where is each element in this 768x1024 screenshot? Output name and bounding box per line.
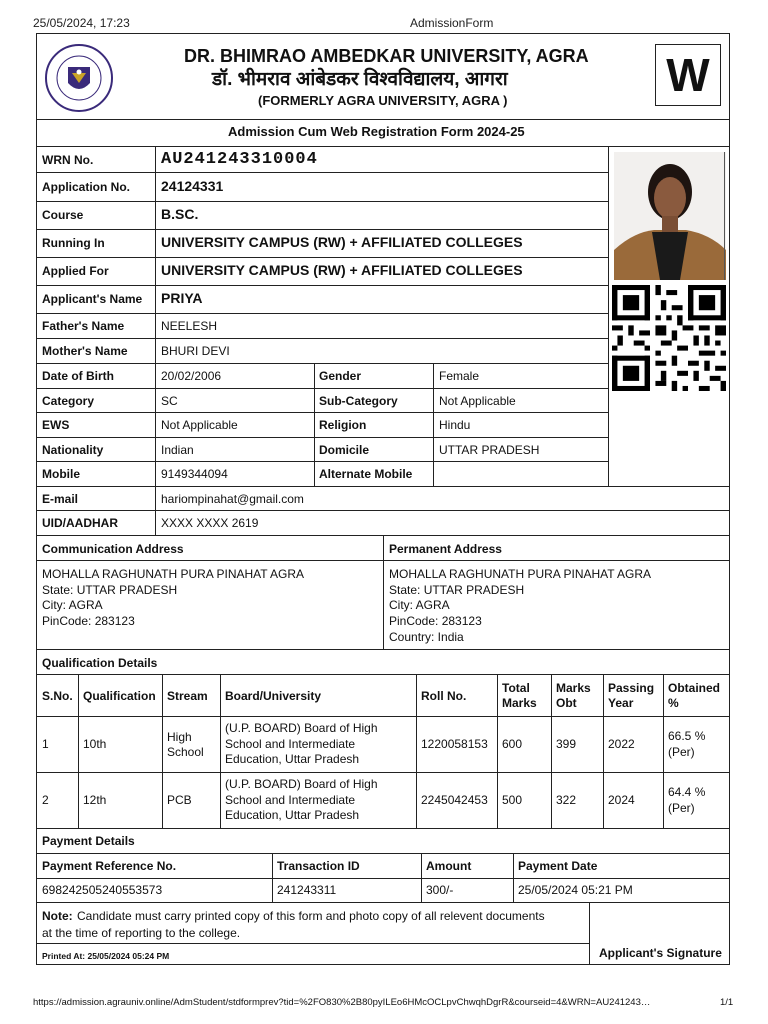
qr-code-icon — [612, 285, 726, 391]
payment-ref-label: Payment Reference No. — [42, 859, 177, 873]
applicant-photo — [614, 152, 726, 280]
perm-address-country: Country: India — [389, 630, 464, 644]
qual-header-roll: Roll No. — [421, 689, 467, 703]
email-value: hariompinahat@gmail.com — [161, 492, 304, 506]
qual-header-year-1: Passing — [608, 681, 655, 695]
payment-section-title: Payment Details — [42, 834, 135, 848]
qual-header-pct-1: Obtained — [668, 681, 721, 695]
wrn-value: AU241243310004 — [161, 150, 318, 169]
applicant-name-label: Applicant's Name — [42, 292, 143, 306]
ews-value: Not Applicable — [161, 418, 238, 432]
payment-date-label: Payment Date — [518, 859, 598, 873]
domicile-value: UTTAR PRADESH — [439, 443, 540, 457]
category-badge: W — [655, 44, 721, 106]
qual-row-2-board-2: School and Intermediate — [225, 793, 356, 807]
applicant-signature-label: Applicant's Signature — [599, 946, 722, 960]
comm-address-line: MOHALLA RAGHUNATH PURA PINAHAT AGRA — [42, 567, 305, 581]
transaction-id-value: 241243311 — [277, 883, 337, 897]
qual-header-obt-2: Obt — [556, 696, 577, 710]
qual-row-1-stream-2: School — [167, 745, 204, 759]
qual-header-total-2: Marks — [502, 696, 537, 710]
subcategory-value: Not Applicable — [439, 394, 516, 408]
perm-address-city: City: AGRA — [389, 598, 450, 612]
mother-name-label: Mother's Name — [42, 344, 128, 358]
qual-row-2-board-1: (U.P. BOARD) Board of High — [225, 777, 378, 791]
qual-row-2-total: 500 — [502, 793, 523, 807]
ews-label: EWS — [42, 418, 70, 432]
note-label: Note: — [42, 909, 73, 923]
print-footer-url: https://admission.agrauniv.online/AdmStudent/stdformprev?tid=%2FO830%2B80pyILEo6HMcOCLpvChwqhDgrR&courseid=4&WRN=AU241243… — [33, 997, 651, 1008]
qual-row-2-board-3: Education, Uttar Pradesh — [225, 808, 360, 822]
print-datetime: 25/05/2024, 17:23 — [33, 16, 130, 30]
qual-row-1-board-3: Education, Uttar Pradesh — [225, 752, 360, 766]
print-page-title: AdmissionForm — [410, 16, 494, 30]
qual-row-1-year: 2022 — [608, 737, 635, 751]
mother-name-value: BHURI DEVI — [161, 344, 230, 358]
qual-row-2-qualification: 12th — [83, 793, 107, 807]
mobile-value: 9149344094 — [161, 467, 228, 481]
amount-value: 300/- — [426, 883, 454, 897]
qual-row-2-pct-1: 64.4 % — [668, 785, 706, 799]
perm-address-line: MOHALLA RAGHUNATH PURA PINAHAT AGRA — [389, 567, 652, 581]
qual-row-1-pct-1: 66.5 % — [668, 729, 706, 743]
qual-header-obt-1: Marks — [556, 681, 591, 695]
qual-row-1-total: 600 — [502, 737, 523, 751]
qual-row-2-stream-1: PCB — [167, 793, 192, 807]
father-name-label: Father's Name — [42, 319, 125, 333]
qual-row-1-board-2: School and Intermediate — [225, 737, 356, 751]
course-value: B.SC. — [161, 206, 199, 222]
perm-address-pin: PinCode: 283123 — [389, 614, 482, 628]
alt-mobile-label: Alternate Mobile — [319, 467, 413, 481]
applied-for-label: Applied For — [42, 264, 109, 278]
application-no-label: Application No. — [42, 180, 130, 194]
qual-row-1-sno: 1 — [42, 737, 49, 751]
mobile-label: Mobile — [42, 467, 80, 481]
qual-header-stream: Stream — [167, 689, 208, 703]
qual-row-1-obtained: 399 — [556, 737, 577, 751]
form-title: Admission Cum Web Registration Form 2024-25 — [228, 124, 525, 139]
qual-header-total-1: Total — [502, 681, 530, 695]
gender-label: Gender — [319, 369, 362, 383]
qual-row-2-year: 2024 — [608, 793, 635, 807]
course-label: Course — [42, 208, 84, 222]
father-name-value: NEELESH — [161, 319, 218, 333]
qualification-section-title: Qualification Details — [42, 656, 158, 670]
transaction-id-label: Transaction ID — [277, 859, 360, 873]
university-logo-icon — [44, 43, 114, 113]
running-in-label: Running In — [42, 236, 105, 250]
qual-row-2-sno: 2 — [42, 793, 49, 807]
qual-row-2-roll: 2245042453 — [421, 793, 488, 807]
university-name-hindi: डॉ. भीमराव आंबेडकर विश्वविद्यालय, आगरा — [212, 69, 508, 90]
amount-label: Amount — [426, 859, 472, 873]
application-no-value: 24124331 — [161, 178, 224, 194]
qual-header-board: Board/University — [225, 689, 322, 703]
qual-row-1-qualification: 10th — [83, 737, 107, 751]
qual-row-1-roll: 1220058153 — [421, 737, 488, 751]
qual-header-pct-2: % — [668, 696, 679, 710]
perm-address-state: State: UTTAR PRADESH — [389, 583, 525, 597]
qual-row-2-obtained: 322 — [556, 793, 577, 807]
religion-value: Hindu — [439, 418, 471, 432]
running-in-value: UNIVERSITY CAMPUS (RW) + AFFILIATED COLLEGES — [161, 234, 523, 250]
domicile-label: Domicile — [319, 443, 370, 457]
formerly-name: (FORMERLY AGRA UNIVERSITY, AGRA ) — [258, 93, 508, 108]
qual-header-qualification: Qualification — [83, 689, 156, 703]
note-line-2: at the time of reporting to the college. — [42, 926, 241, 940]
uid-value: XXXX XXXX 2619 — [161, 516, 259, 530]
payment-ref-value: 698242505240553573 — [42, 883, 163, 897]
payment-date-value: 25/05/2024 05:21 PM — [518, 883, 633, 897]
communication-address-label: Communication Address — [42, 542, 184, 556]
qual-row-1-board-1: (U.P. BOARD) Board of High — [225, 721, 378, 735]
category-label: Category — [42, 394, 95, 408]
note-line-1: Candidate must carry printed copy of this form and photo copy of all relevent documents — [77, 909, 545, 923]
comm-address-city: City: AGRA — [42, 598, 103, 612]
religion-label: Religion — [319, 418, 367, 432]
wrn-label: WRN No. — [42, 153, 94, 167]
qual-header-year-2: Year — [608, 696, 634, 710]
permanent-address-label: Permanent Address — [389, 542, 502, 556]
nationality-label: Nationality — [42, 443, 104, 457]
subcategory-label: Sub-Category — [319, 394, 398, 408]
qual-row-2-pct-2: (Per) — [668, 801, 695, 815]
gender-value: Female — [439, 369, 480, 383]
applicant-name-value: PRIYA — [161, 290, 203, 306]
email-label: E-mail — [42, 492, 79, 506]
uid-label: UID/AADHAR — [42, 516, 118, 530]
printed-at: Printed At: 25/05/2024 05:24 PM — [42, 951, 170, 961]
qual-row-1-pct-2: (Per) — [668, 745, 695, 759]
dob-label: Date of Birth — [42, 369, 114, 383]
qual-row-1-stream-1: High — [167, 730, 192, 744]
qual-header-sno: S.No. — [42, 689, 73, 703]
university-name-english: DR. BHIMRAO AMBEDKAR UNIVERSITY, AGRA — [184, 46, 589, 66]
dob-value: 20/02/2006 — [161, 369, 222, 383]
nationality-value: Indian — [161, 443, 194, 457]
comm-address-pin: PinCode: 283123 — [42, 614, 135, 628]
print-page-count: 1/1 — [720, 997, 734, 1008]
category-value: SC — [161, 394, 178, 408]
comm-address-state: State: UTTAR PRADESH — [42, 583, 178, 597]
applied-for-value: UNIVERSITY CAMPUS (RW) + AFFILIATED COLLEGES — [161, 262, 523, 278]
